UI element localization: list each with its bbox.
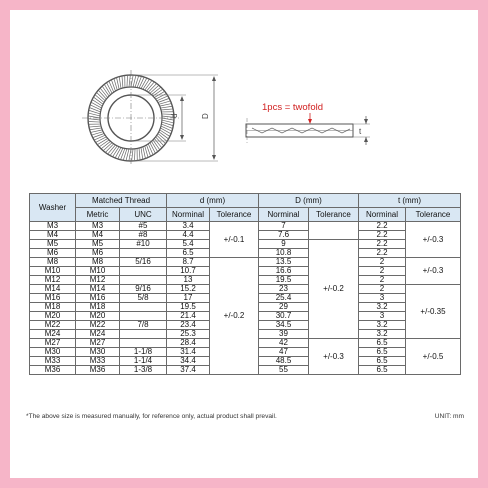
cell-D-nominal: 55 <box>259 366 309 375</box>
dim-t-label: t <box>359 127 362 136</box>
cell-t-nominal: 3.2 <box>359 303 406 312</box>
cell-d-nominal: 17 <box>167 294 210 303</box>
header-D-tolerance: Tolerance <box>309 208 359 222</box>
cell-metric: M16 <box>76 294 120 303</box>
cell-t-nominal: 6.5 <box>359 348 406 357</box>
cell-D-nominal: 10.8 <box>259 249 309 258</box>
cell-unc <box>120 303 167 312</box>
cell-d-nominal: 34.4 <box>167 357 210 366</box>
cell-metric: M6 <box>76 249 120 258</box>
cell-D-nominal: 42 <box>259 339 309 348</box>
cell-t-nominal: 3 <box>359 294 406 303</box>
header-metric: Metric <box>76 208 120 222</box>
cell-metric: M4 <box>76 231 120 240</box>
cell-unc: 5/8 <box>120 294 167 303</box>
cell-t-tolerance: +/-0.35 <box>406 285 461 339</box>
cell-t-nominal: 2 <box>359 258 406 267</box>
cell-D-nominal: 34.5 <box>259 321 309 330</box>
cell-d-nominal: 28.4 <box>167 339 210 348</box>
cell-t-nominal: 2 <box>359 276 406 285</box>
cell-d-nominal: 3.4 <box>167 222 210 231</box>
cell-washer: M8 <box>30 258 76 267</box>
unit-label: UNIT: mm <box>434 413 464 420</box>
cell-D-nominal: 19.5 <box>259 276 309 285</box>
cell-washer: M4 <box>30 231 76 240</box>
header-t-nominal: Norminal <box>359 208 406 222</box>
cell-metric: M10 <box>76 267 120 276</box>
header-D-mm: D (mm) <box>259 194 359 208</box>
header-d-mm: d (mm) <box>167 194 259 208</box>
header-t-tolerance: Tolerance <box>406 208 461 222</box>
cell-washer: M30 <box>30 348 76 357</box>
cell-washer: M14 <box>30 285 76 294</box>
cell-t-nominal: 6.5 <box>359 339 406 348</box>
cell-D-nominal: 23 <box>259 285 309 294</box>
cell-washer: M33 <box>30 357 76 366</box>
cell-D-nominal: 48.5 <box>259 357 309 366</box>
header-washer: Washer <box>30 194 76 222</box>
cell-metric: M12 <box>76 276 120 285</box>
cell-washer: M16 <box>30 294 76 303</box>
dim-D-label: D <box>201 113 210 119</box>
cell-d-tolerance: +/-0.2 <box>210 258 259 375</box>
cell-unc: 7/8 <box>120 321 167 330</box>
washer-front-view <box>82 70 218 166</box>
cell-D-nominal: 30.7 <box>259 312 309 321</box>
cell-D-nominal: 13.5 <box>259 258 309 267</box>
cell-t-nominal: 3.2 <box>359 330 406 339</box>
cell-metric: M27 <box>76 339 120 348</box>
cell-washer: M20 <box>30 312 76 321</box>
cell-D-nominal: 47 <box>259 348 309 357</box>
cell-metric: M5 <box>76 240 120 249</box>
cell-washer: M36 <box>30 366 76 375</box>
cell-D-nominal: 7.6 <box>259 231 309 240</box>
cell-unc: #8 <box>120 231 167 240</box>
header-d-tolerance: Tolerance <box>210 208 259 222</box>
cell-D-nominal: 29 <box>259 303 309 312</box>
cell-washer: M6 <box>30 249 76 258</box>
cell-metric: M14 <box>76 285 120 294</box>
cell-washer: M3 <box>30 222 76 231</box>
cell-D-tolerance: +/-0.2 <box>309 240 359 339</box>
cell-d-nominal: 31.4 <box>167 348 210 357</box>
cell-t-nominal: 3 <box>359 312 406 321</box>
cell-metric: M20 <box>76 312 120 321</box>
cell-d-nominal: 23.4 <box>167 321 210 330</box>
cell-washer: M22 <box>30 321 76 330</box>
spec-table <box>29 193 461 375</box>
cell-unc <box>120 267 167 276</box>
cell-d-nominal: 5.4 <box>167 240 210 249</box>
cell-t-nominal: 2.2 <box>359 249 406 258</box>
cell-metric: M36 <box>76 366 120 375</box>
footnote: *The above size is measured manually, for reference only, actual product shall prevail. <box>26 413 277 420</box>
cell-t-nominal: 2.2 <box>359 231 406 240</box>
cell-t-nominal: 2 <box>359 285 406 294</box>
cell-t-tolerance: +/-0.5 <box>406 339 461 375</box>
dim-d-label: d <box>170 113 179 118</box>
washer-side-view <box>246 102 370 145</box>
cell-unc: #5 <box>120 222 167 231</box>
cell-D-nominal: 7 <box>259 222 309 231</box>
cell-metric: M30 <box>76 348 120 357</box>
cell-washer: M27 <box>30 339 76 348</box>
cell-metric: M22 <box>76 321 120 330</box>
cell-d-nominal: 4.4 <box>167 231 210 240</box>
cell-t-tolerance: +/-0.3 <box>406 222 461 258</box>
product-card <box>10 10 478 478</box>
cell-D-nominal: 9 <box>259 240 309 249</box>
header-d-nominal: Norminal <box>167 208 210 222</box>
cell-d-nominal: 10.7 <box>167 267 210 276</box>
cell-unc: 1-3/8 <box>120 366 167 375</box>
cell-washer: M18 <box>30 303 76 312</box>
cell-d-nominal: 8.7 <box>167 258 210 267</box>
cell-washer: M10 <box>30 267 76 276</box>
cell-t-nominal: 6.5 <box>359 366 406 375</box>
washer-drawing <box>10 10 478 190</box>
header-t-mm: t (mm) <box>359 194 461 208</box>
cell-d-nominal: 37.4 <box>167 366 210 375</box>
cell-t-nominal: 2.2 <box>359 240 406 249</box>
cell-d-nominal: 15.2 <box>167 285 210 294</box>
cell-metric: M8 <box>76 258 120 267</box>
cell-metric: M24 <box>76 330 120 339</box>
cell-D-tolerance <box>309 222 359 240</box>
cell-unc: 9/16 <box>120 285 167 294</box>
cell-t-nominal: 2 <box>359 267 406 276</box>
cell-t-tolerance: +/-0.3 <box>406 258 461 285</box>
cell-t-nominal: 6.5 <box>359 357 406 366</box>
cell-D-nominal: 16.6 <box>259 267 309 276</box>
cell-d-nominal: 19.5 <box>167 303 210 312</box>
header-D-nominal: Norminal <box>259 208 309 222</box>
cell-unc: 1-1/8 <box>120 348 167 357</box>
cell-d-nominal: 25.3 <box>167 330 210 339</box>
cell-unc: 1-1/4 <box>120 357 167 366</box>
cell-d-nominal: 21.4 <box>167 312 210 321</box>
cell-d-nominal: 6.5 <box>167 249 210 258</box>
header-unc: UNC <box>120 208 167 222</box>
cell-metric: M18 <box>76 303 120 312</box>
cell-unc: #10 <box>120 240 167 249</box>
cell-washer: M12 <box>30 276 76 285</box>
cell-D-tolerance: +/-0.3 <box>309 339 359 375</box>
cell-D-nominal: 25.4 <box>259 294 309 303</box>
spec-table-body <box>30 222 461 375</box>
callout-label: 1pcs = twofold <box>262 102 323 113</box>
cell-t-nominal: 3.2 <box>359 321 406 330</box>
cell-washer: M24 <box>30 330 76 339</box>
cell-t-nominal: 2.2 <box>359 222 406 231</box>
cell-unc: 5/16 <box>120 258 167 267</box>
cell-d-tolerance: +/-0.1 <box>210 222 259 258</box>
cell-metric: M3 <box>76 222 120 231</box>
cell-d-nominal: 13 <box>167 276 210 285</box>
cell-unc <box>120 330 167 339</box>
cell-D-nominal: 39 <box>259 330 309 339</box>
cell-metric: M33 <box>76 357 120 366</box>
header-matched-thread: Matched Thread <box>76 194 167 208</box>
cell-washer: M5 <box>30 240 76 249</box>
